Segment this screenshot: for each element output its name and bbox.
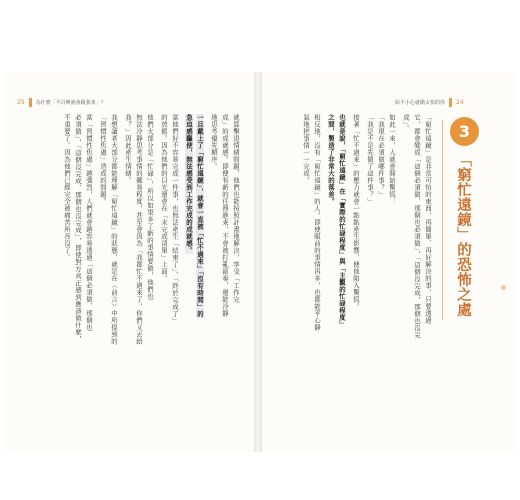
body-column: 「習慣性焦慮」造成的問題。 — [99, 114, 107, 205]
chapter-divider-line — [442, 120, 443, 320]
left-page-header — [17, 97, 106, 107]
body-column: 不重要了。因為他們已經完全被痛苦所吞沒了。 — [63, 114, 71, 261]
book-gutter — [254, 72, 262, 452]
body-column: 當他們好不容易完成一件事，也無法產生「結束了」、「終於完成了」 — [171, 114, 179, 325]
body-column: 我想讀者大部分都能理解「窮忙遠鏡」的狀態，就是在〈前言〉中所提到的 — [110, 114, 118, 345]
body-column-highlight: 一旦戴上了「窮忙遠鏡」，就會一直被「忙不過來」「沒有時間」的 — [196, 114, 204, 318]
right-page-header — [395, 97, 464, 107]
header-accent-bar — [449, 98, 452, 107]
body-column: 它，都會變成「這個必須做、那個也必須做」，「這個沒完成，那個也沒完 — [413, 114, 421, 339]
body-column: 成」的成就感。即便有新的任務進來，不會被打亂節奏，還能冷靜 — [221, 114, 229, 317]
header-accent-bar — [29, 98, 32, 107]
left-page-number: 25 — [17, 98, 25, 106]
right-running-title: 給不小心就衝太快的你 — [395, 99, 446, 106]
body-column: 氣地把事情一一完成。 — [302, 114, 310, 184]
body-column: 當「習慣性焦慮」越強烈，人們就會越容易透過「這個必須做、那個也 — [85, 114, 93, 331]
body-column: 他們大部分是「忙碌」，所以如果多了新的事情要做，他們也 — [146, 114, 154, 300]
left-running-title: 為什麼「不召喚就會跟我來」？ — [35, 99, 106, 106]
body-column: 我？」因此產生情緒。 — [124, 114, 132, 184]
body-column-highlight: 急迫感驅使，無法感受到工作完成的成就感。 — [185, 114, 193, 254]
body-column-emphasis: 之間，製造了非常大的落差。 — [327, 114, 335, 205]
body-column-emphasis: 也就是說，「窮忙遠鏡」在「實際的忙碌程度」與「主觀的忙碌程度」 — [338, 114, 346, 328]
body-column: 「我是不是先做了這件事？」 — [366, 114, 374, 205]
body-column: 接著「忙不過來」的壓力就會一點點產生影響，使他陷入驚慌。 — [352, 114, 360, 310]
body-column: 就算擊退情緒問題，他們也能按照計畫地解決，享受「工作完 — [232, 114, 240, 303]
body-column: 無法冷靜思考事情的難易程度，甚至會因為「我都忙不過來了，你們又丟給 — [135, 114, 143, 345]
chapter-title: 「窮忙遠鏡」的恐怖之處 — [455, 152, 471, 317]
body-column: 成」。 — [402, 114, 410, 132]
chapter-number-badge: 3 — [450, 117, 479, 146]
body-column: 的放鬆。因為他們的目光還會在「未完成清單」上面。 — [160, 114, 168, 282]
body-column: 如此一來，人就會開始驚慌： — [388, 114, 396, 205]
body-column: 地思考優先順序。 — [210, 114, 218, 170]
body-column: 必須做」，「這個沒完成、那個也沒完成」，即使對方真正感到應該做什麼， — [74, 114, 82, 343]
body-column: 「我現在必須做哪件事？」 — [377, 114, 385, 198]
body-column: 相反地，沒有「窮忙遠鏡」的人，即使眼前的事情再多，也都能平心靜 — [313, 114, 321, 331]
right-page-number: 24 — [456, 98, 464, 106]
decorative-dot — [501, 285, 506, 290]
body-column: 「窮忙遠鏡」是非常可怕的東西，再簡單、再好解決的事，只要透過 — [424, 114, 432, 324]
